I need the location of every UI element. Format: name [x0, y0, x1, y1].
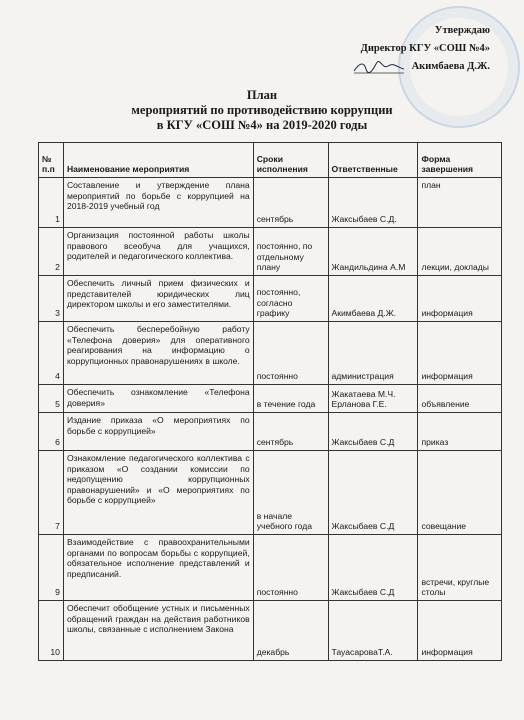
- row-resp: Жаксыбаев С.Д: [328, 535, 418, 601]
- header-resp: Ответственные: [328, 143, 418, 178]
- row-form: информация: [418, 601, 502, 661]
- approval-block: [352, 22, 490, 81]
- header-name: Наименование мероприятия: [63, 143, 253, 178]
- row-form: приказ: [418, 413, 502, 451]
- approval-heading: Утверждаю: [434, 25, 490, 36]
- row-num: 1: [39, 178, 64, 228]
- row-form: информация: [418, 322, 502, 385]
- title-line-2: мероприятий по противодействию коррупции: [131, 103, 393, 117]
- table-header-row: [39, 143, 502, 178]
- approval-position: Директор КГУ «СОШ №4»: [360, 43, 490, 54]
- row-resp: администрация: [328, 322, 418, 385]
- header-term: Сроки исполнения: [253, 143, 328, 178]
- row-resp: Жаксыбаев С.Д: [328, 451, 418, 535]
- row-num: 9: [39, 535, 64, 601]
- row-resp: Жаксыбаев С.Д: [328, 413, 418, 451]
- table-row: [39, 276, 502, 322]
- row-resp: Акимбаева Д.Ж.: [328, 276, 418, 322]
- row-term: постоянно: [253, 535, 328, 601]
- row-name: Обеспечит обобщение устных и письменных обращений граждан на действия работников школы, связанные с исполнением Закона: [63, 601, 253, 661]
- row-form: информация: [418, 276, 502, 322]
- row-name: Организация постоянной работы школы правового всеобуча для учащихся, родителей и педагогического коллектива.: [63, 228, 253, 276]
- title-line-1: План: [246, 88, 278, 102]
- table-row: [39, 322, 502, 385]
- row-name: Обеспечить личный прием физических и представителей юридических лиц директором школы и его заместителями.: [63, 276, 253, 322]
- table-row: [39, 413, 502, 451]
- table-row: [39, 535, 502, 601]
- row-num: 2: [39, 228, 64, 276]
- signature-icon: [352, 60, 406, 74]
- row-form: совещание: [418, 451, 502, 535]
- row-name: Обеспечить бесперебойную работу «Телефона доверия» для оперативного реагирования на информацию о коррупционных правонарушениях в школе.: [63, 322, 253, 385]
- row-num: 4: [39, 322, 64, 385]
- row-term: постоянно: [253, 322, 328, 385]
- row-num: 5: [39, 385, 64, 413]
- row-num: 7: [39, 451, 64, 535]
- header-form: Форма завершения: [418, 143, 502, 178]
- table-row: [39, 228, 502, 276]
- row-term: декабрь: [253, 601, 328, 661]
- row-form: объявление: [418, 385, 502, 413]
- row-term: постоянно, по отдельному плану: [253, 228, 328, 276]
- row-term: постоянно, согласно графику: [253, 276, 328, 322]
- row-term: в течение года: [253, 385, 328, 413]
- row-resp: Жакатаева М.Ч. Ерланова Г.Е.: [328, 385, 418, 413]
- document-title: [0, 88, 524, 133]
- header-num: № п.п: [39, 143, 64, 178]
- row-name: Обеспечить ознакомление «Телефона доверия»: [63, 385, 253, 413]
- approval-name: Акимбаева Д.Ж.: [411, 61, 490, 72]
- row-term: сентябрь: [253, 413, 328, 451]
- row-form: встречи, круглые столы: [418, 535, 502, 601]
- row-resp: Жандильдина А.М: [328, 228, 418, 276]
- row-name: Взаимодействие с правоохранительными органами по вопросам борьбы с коррупцией, обязательное исполнение представлений и предписаний.: [63, 535, 253, 601]
- row-resp: Жаксыбаев С.Д.: [328, 178, 418, 228]
- row-name: Ознакомление педагогического коллектива с приказом «О создании комиссии по недопущению коррупционных правонарушений» и «О мероприятиях по борьбе с коррупцией»: [63, 451, 253, 535]
- table-row: [39, 601, 502, 661]
- row-num: 10: [39, 601, 64, 661]
- table-row: [39, 178, 502, 228]
- row-resp: ТауасароваТ.А.: [328, 601, 418, 661]
- row-num: 6: [39, 413, 64, 451]
- title-line-3: в КГУ «СОШ №4» на 2019-2020 годы: [156, 118, 368, 132]
- table-row: [39, 451, 502, 535]
- row-num: 3: [39, 276, 64, 322]
- row-term: сентябрь: [253, 178, 328, 228]
- approval-signature-line: [352, 58, 490, 76]
- table-row: [39, 385, 502, 413]
- row-name: Издание приказа «О мероприятиях по борьбе с коррупцией»: [63, 413, 253, 451]
- row-form: лекции, доклады: [418, 228, 502, 276]
- row-form: план: [418, 178, 502, 228]
- row-name: Составление и утверждение плана мероприятий по борьбе с коррупцией на 2018-2019 учебный год: [63, 178, 253, 228]
- plan-table: [38, 142, 502, 661]
- row-term: в начале учебного года: [253, 451, 328, 535]
